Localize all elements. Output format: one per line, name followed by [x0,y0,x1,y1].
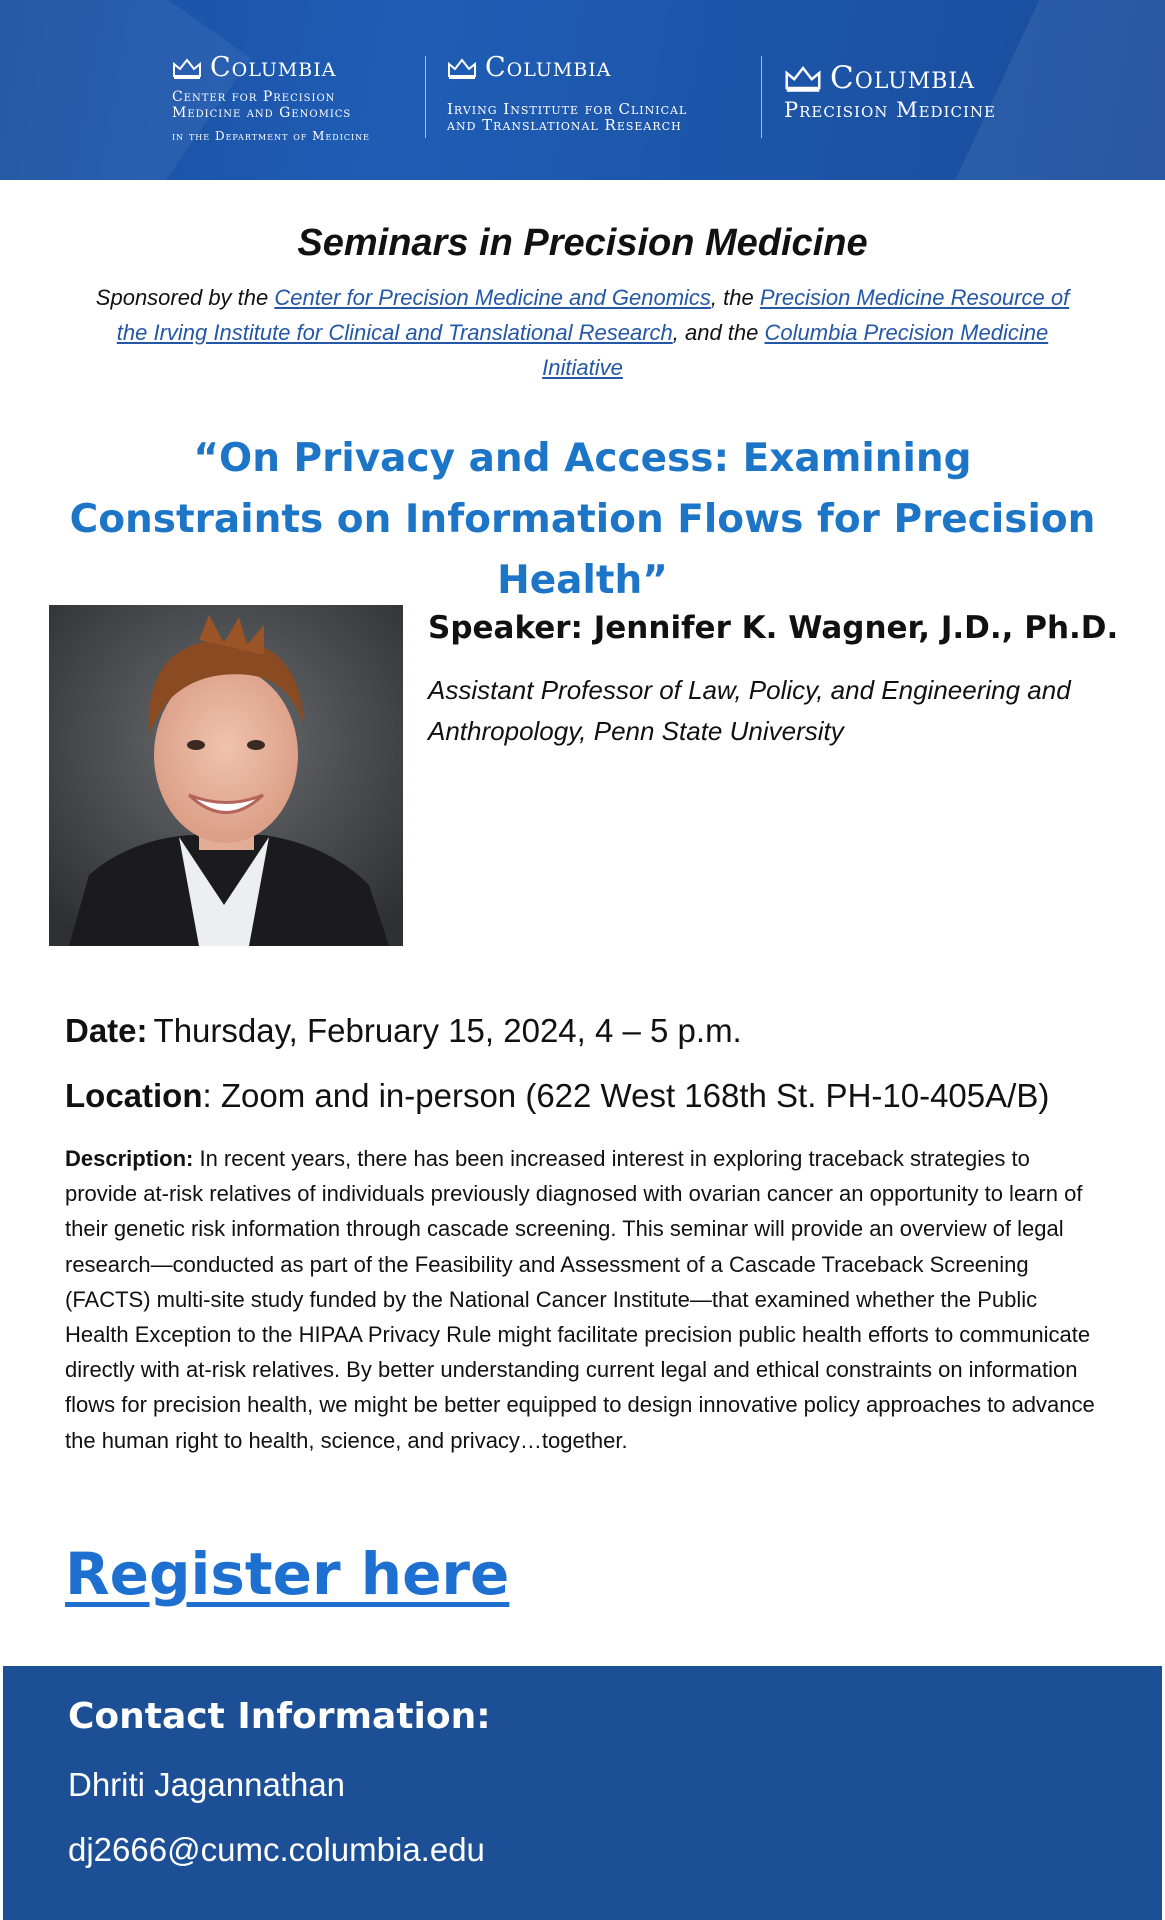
register-link[interactable]: Register here [65,1540,510,1608]
sponsor-mid: , and the [672,320,765,345]
link-precision-medicine-resource[interactable]: Precision Medicine Resource of the Irving Institute for Clinical and Translational Research [116,285,1070,345]
logo-name: Columbia [210,52,337,83]
speaker-portrait-image [49,605,403,946]
logo-irving [447,52,687,133]
logo-line: Center for Precision [172,89,336,105]
sponsor-text [95,280,1070,385]
date-label: Date: [65,1012,148,1049]
logo-line: Medicine and Genomics [172,105,352,121]
sponsor-mid: , the [710,285,760,310]
contact-email[interactable]: dj2666@cumc.columbia.edu [68,1831,485,1868]
logo-line: Irving Institute for Clinical [447,100,688,118]
event-date [65,1012,742,1050]
header-banner [0,0,1165,180]
location-label: Location [65,1077,203,1114]
logo-line: Precision Medicine [784,98,996,122]
talk-title: “On Privacy and Access: Examining Constraints on Information Flows for Precision Health” [69,436,1096,603]
date-value: Thursday, February 15, 2024, 4 – 5 p.m. [153,1012,742,1049]
speaker-name: Speaker: Jennifer K. Wagner, J.D., Ph.D. [428,610,1119,646]
speaker-photo [49,605,403,946]
logo-precision-medicine [784,60,996,122]
contact-section [3,1666,1162,1920]
logo-name: Columbia [485,52,612,83]
series-title: Seminars in Precision Medicine [297,222,868,264]
location-value: : Zoom and in-person (622 West 168th St. PH-10-405A/B) [202,1077,1050,1114]
logo-divider [761,56,762,138]
contact-heading: Contact Information: [68,1696,491,1737]
logo-line: in the Department of Medicine [172,129,370,143]
sponsor-prefix: Sponsored by the [95,285,275,310]
logo-divider [425,56,426,138]
description-text: In recent years, there has been increased interest in exploring traceback strategies to provide at-risk relatives of individuals previously diagnosed with ovarian cancer an opportunity to learn of their genetic risk information through cascade screening. This seminar will provide an overview of legal research—conducted as part of the Feasibility and Assessment of a Cascade Traceback Screening (FACTS) multi-site study funded by the National Cancer Institute—that examined whether the Public Health Exception to the HIPAA Privacy Rule might facilitate precision public health efforts to communicate directly with at-risk relatives. By better understanding current legal and ethical constraints on information flows for precision health, we might be better equipped to design innovative policy approaches to advance the human right to health, science, and privacy…together. [65,1146,1095,1453]
crown-icon [447,56,477,80]
event-description [65,1141,1105,1458]
logo-line: and Translational Research [447,116,682,134]
event-location [65,1077,1049,1115]
logo-cpmg [172,52,370,143]
speaker-affiliation: Assistant Professor of Law, Policy, and Engineering and Anthropology, Penn State University [428,675,1071,746]
link-cpmg[interactable]: Center for Precision Medicine and Genomics [274,285,711,310]
crown-icon [784,63,822,93]
description-label: Description: [65,1146,194,1171]
crown-icon [172,56,202,80]
contact-name: Dhriti Jagannathan [68,1766,346,1803]
logo-name: Columbia [830,60,975,96]
link-columbia-pmi[interactable]: Columbia Precision Medicine Initiative [542,320,1049,380]
